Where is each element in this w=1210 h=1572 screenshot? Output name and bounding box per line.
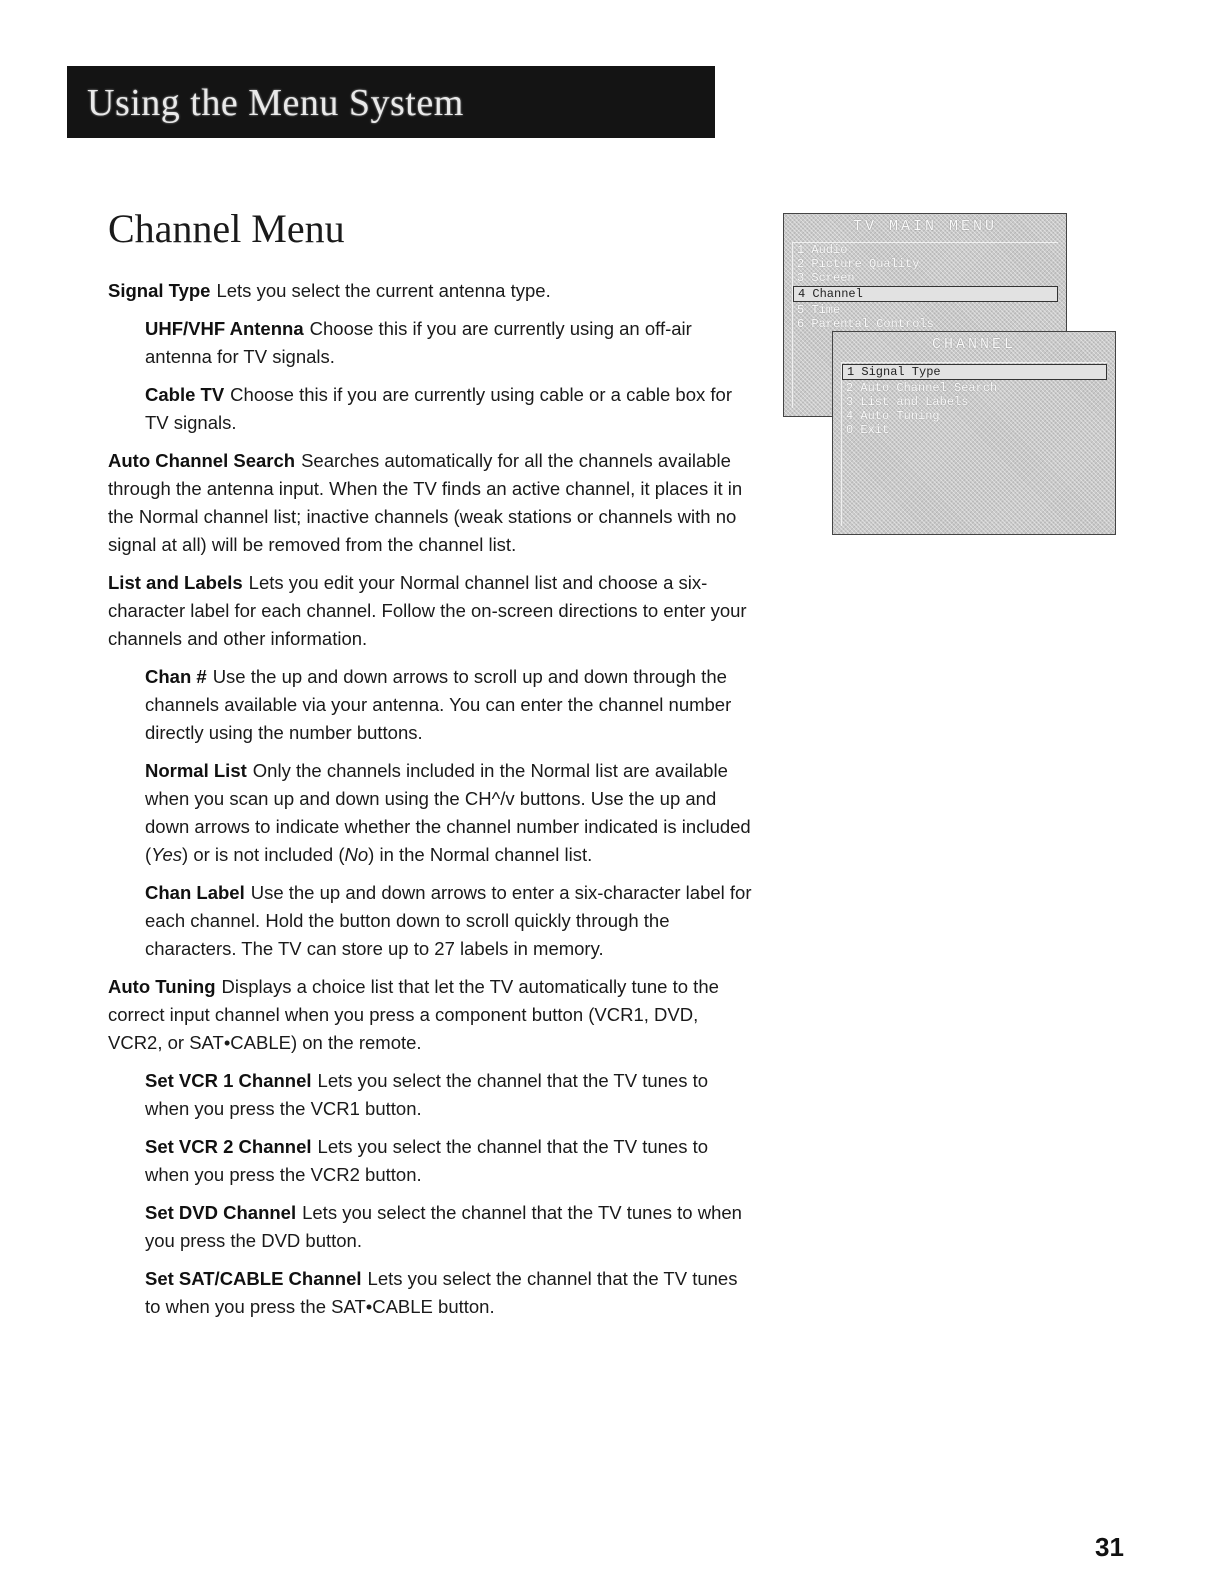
auto-search-text: Searches automatically for all the channels available through the antenna input. When the TV finds an active channel, it places it in the Normal channel list; inactive channels (weak stations or channels with no signal at all) will be removed from the channel list. <box>108 450 743 555</box>
cable-tv-text: Choose this if you are currently using cable or a cable box for TV signals. <box>145 384 732 433</box>
vcr2-term: Set VCR 2 Channel <box>145 1136 312 1157</box>
normal-list-text-a: Only the channels included in the Normal list are available when you scan up and down using the CH^/v buttons. Use the up and down arrows to indicate whether the channel number indicated is included ( <box>145 760 751 865</box>
normal-list-no: No <box>344 844 369 865</box>
uhf-vhf-entry <box>108 315 756 371</box>
chan-label-text: Use the up and down arrows to enter a six-character label for each channel. Hold the button down to scroll quickly through the characters. The TV can store up to 27 labels in memory. <box>145 882 752 959</box>
main-menu-item: 6 Parental Controls <box>797 317 934 331</box>
cable-tv-term: Cable TV <box>145 384 225 405</box>
auto-search-term: Auto Channel Search <box>108 450 296 471</box>
vcr2-entry <box>108 1133 756 1189</box>
vcr2-text: Lets you select the channel that the TV tunes to when you press the VCR2 button. <box>145 1136 709 1185</box>
list-labels-term: List and Labels <box>108 572 243 593</box>
chapter-banner <box>67 66 715 138</box>
channel-menu-item-highlighted: 1 Signal Type <box>842 364 1107 380</box>
satcable-entry <box>108 1265 756 1321</box>
normal-list-text-b: ) or is not included ( <box>182 844 345 865</box>
main-menu-item: 2 Picture Quality <box>797 257 920 271</box>
dvd-text: Lets you select the channel that the TV tunes to when you press the DVD button. <box>145 1202 742 1251</box>
page-title: Channel Menu <box>108 206 345 251</box>
channel-menu-item: 3 List and Labels <box>846 395 969 409</box>
cable-tv-entry <box>108 381 756 437</box>
vcr1-entry <box>108 1067 756 1123</box>
chan-num-text: Use the up and down arrows to scroll up and down through the channels available via your antenna. You can enter the channel number directly using the number buttons. <box>145 666 732 743</box>
normal-list-term: Normal List <box>145 760 247 781</box>
main-menu-item-highlighted: 4 Channel <box>793 286 1058 302</box>
chan-label-entry <box>108 879 756 963</box>
vcr1-text: Lets you select the channel that the TV tunes to when you press the VCR1 button. <box>145 1070 709 1119</box>
page-number: 31 <box>1095 1532 1124 1562</box>
uhf-vhf-text: Choose this if you are currently using an off-air antenna for TV signals. <box>145 318 692 367</box>
signal-type-term: Signal Type <box>108 280 211 301</box>
main-menu-title: TV MAIN MENU <box>852 218 998 235</box>
dvd-term: Set DVD Channel <box>145 1202 297 1223</box>
normal-list-yes: Yes <box>151 844 183 865</box>
dvd-entry <box>108 1199 756 1255</box>
auto-tuning-entry <box>108 973 756 1057</box>
channel-menu-title: CHANNEL <box>931 336 1016 353</box>
list-labels-text: Lets you edit your Normal channel list and choose a six-character label for each channel. Follow the on-screen directions to enter your channels and other information. <box>108 572 747 649</box>
tv-channel-menu-screenshot <box>832 331 1116 535</box>
satcable-text: Lets you select the channel that the TV tunes to when you press the SAT•CABLE button. <box>145 1268 738 1317</box>
chan-num-term: Chan # <box>145 666 207 687</box>
channel-menu-item: 4 Auto Tuning <box>846 409 940 423</box>
signal-type-text: Lets you select the current antenna type. <box>216 280 551 301</box>
auto-tuning-text: Displays a choice list that let the TV automatically tune to the correct input channel when you press a component button (VCR1, DVD, VCR2, or SAT•CABLE) on the remote. <box>108 976 719 1053</box>
normal-list-entry <box>108 757 756 869</box>
vcr1-term: Set VCR 1 Channel <box>145 1070 312 1091</box>
satcable-term: Set SAT/CABLE Channel <box>145 1268 362 1289</box>
content-body <box>108 277 756 1331</box>
main-menu-item: 3 Screen <box>797 271 855 285</box>
banner-title: Using the Menu System <box>87 82 464 124</box>
chan-label-term: Chan Label <box>145 882 245 903</box>
normal-list-text-c: ) in the Normal channel list. <box>368 844 593 865</box>
auto-tuning-term: Auto Tuning <box>108 976 216 997</box>
uhf-vhf-term: UHF/VHF Antenna <box>145 318 304 339</box>
auto-search-entry <box>108 447 756 559</box>
signal-type-entry <box>108 277 756 305</box>
list-labels-entry <box>108 569 756 653</box>
main-menu-item: 5 Time <box>797 303 841 317</box>
main-menu-item: 1 Audio <box>797 243 848 257</box>
chan-num-entry <box>108 663 756 747</box>
channel-menu-item: 0 Exit <box>846 423 890 437</box>
channel-menu-list <box>841 362 1107 526</box>
channel-menu-item: 2 Auto Channel Search <box>846 381 998 395</box>
